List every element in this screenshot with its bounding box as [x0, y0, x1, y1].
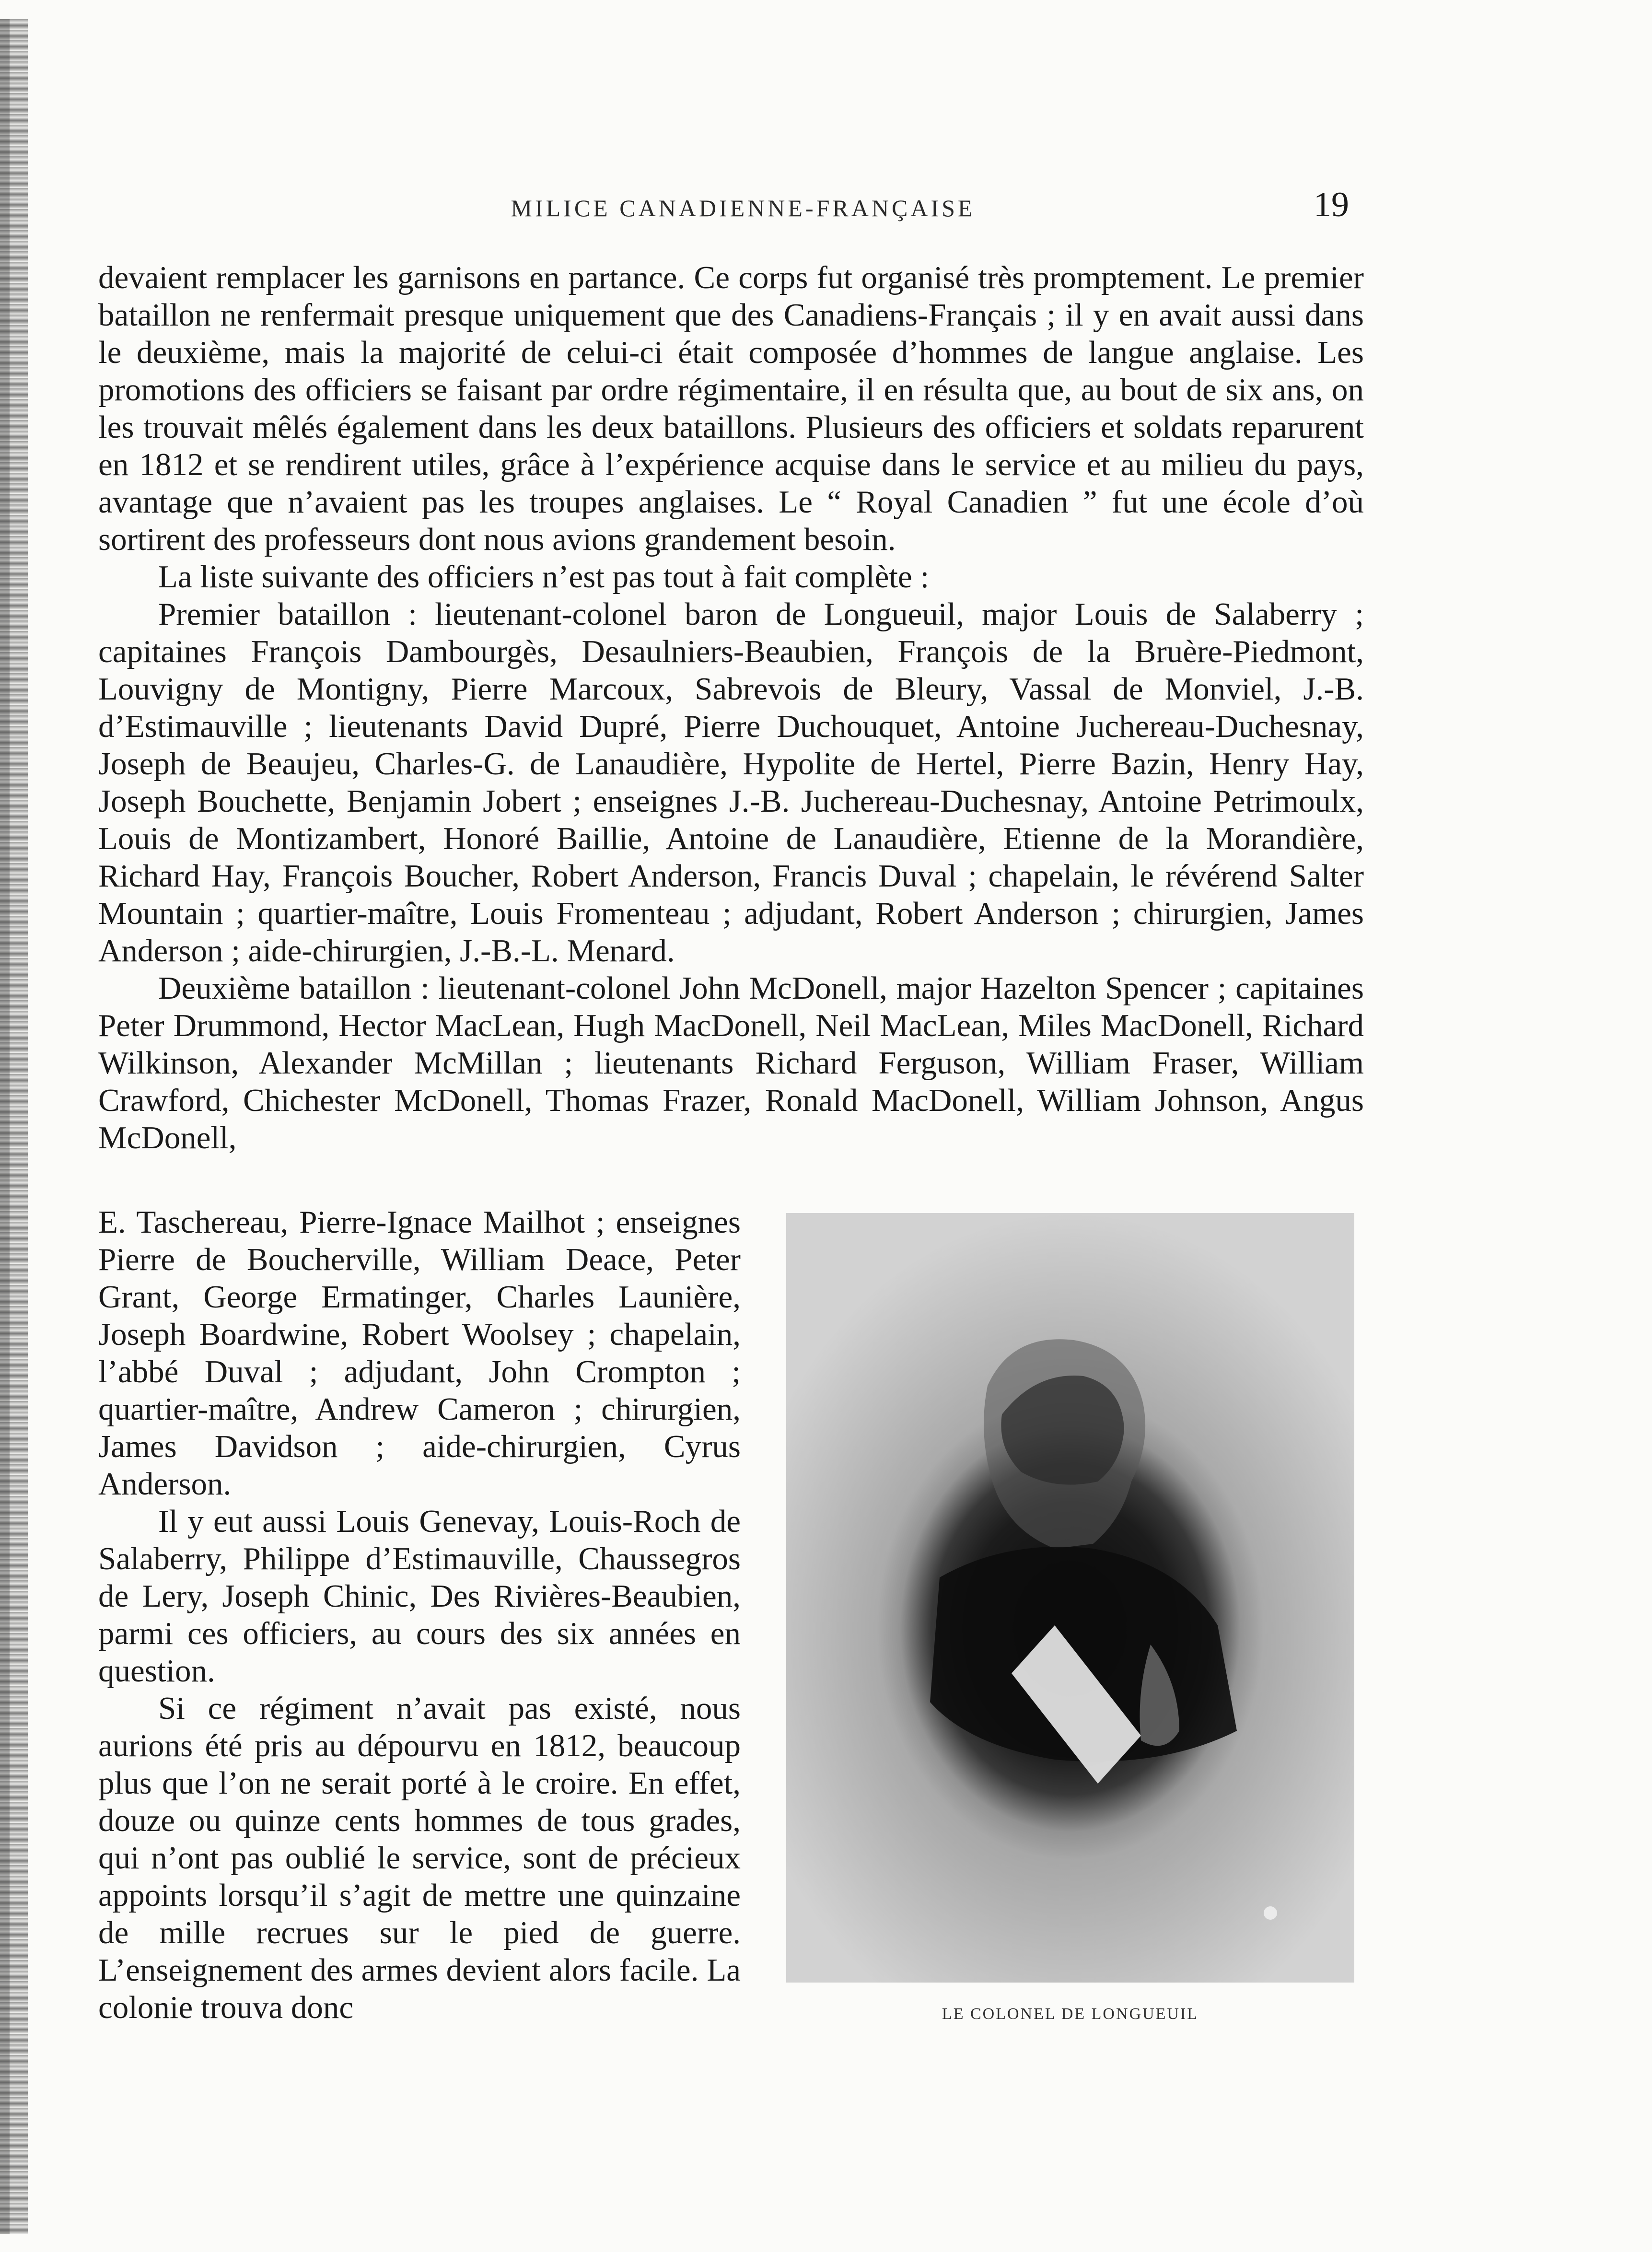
wrapped-text-column: [98, 1203, 741, 2026]
paragraph: E. Taschereau, Pierre-Ignace Mailhot ; enseignes Pierre de Boucherville, William Deace, Peter Grant, George Ermatinger, Charles Launière, Joseph Boardwine, Robert Woolsey ; chapelain, l’abbé Duval ; adjudant, John Crompton ; quartier-maître, Andrew Cameron ; chirurgien, James Davidson ; aide-chirurgien, Cyrus Anderson.: [98, 1204, 741, 1502]
paragraph: Premier bataillon : lieutenant-colonel baron de Longueuil, major Louis de Salaberry ; capitaines François Dambourgès, Desaulniers-Beaubien, François de la Bruère-Piedmont, Louvigny de Montigny, Pierre Marcoux, Sabrevois de Bleury, Vassal de Monviel, J.-B. d’Estimauville ; lieutenants David Dupré, Pierre Duchouquet, Antoine Juchereau-Duchesnay, Joseph de Beaujeu, Charles-G. de Lanaudière, Hypolite de Hertel, Pierre Bazin, Henry Hay, Joseph Bouchette, Benjamin Jobert ; enseignes J.-B. Juchereau-Duchesnay, Antoine Petrimoulx, Louis de Montizambert, Honoré Baillie, Antoine de Lanaudière, Etienne de la Morandière, Richard Hay, François Boucher, Robert Anderson, Francis Duval ; chapelain, le révérend Salter Mountain ; quartier-maître, Louis Fromenteau ; adjudant, Robert Anderson ; chirurgien, James Anderson ; aide-chirurgien, J.-B.-L. Menard.: [98, 596, 1364, 968]
paragraph: La liste suivante des officiers n’est pas tout à fait complète :: [158, 559, 930, 595]
scan-binding-edge: [0, 19, 28, 2234]
main-text-block: [98, 259, 1364, 1156]
paragraph: devaient remplacer les garnisons en partance. Ce corps fut organisé très promptement. Le premier bataillon ne renfermait presque uniquement que des Canadiens-Français ; il y en avait aussi dans le deuxième, mais la majorité de celui-ci était composée d’hommes de langue anglaise. Les promotions des officiers se faisant par ordre régimentaire, il en résulta que, au bout de six ans, on les trouvait mêlés également dans les deux bataillons. Plusieurs des officiers et soldats reparurent en 1812 et se rendirent utiles, grâce à l’expérience acquise dans le service et au milieu du pays, avantage que n’avaient pas les troupes anglaises. Le “ Royal Canadien ” fut une école d’où sortirent des professeurs dont nous avions grandement besoin.: [98, 260, 1364, 557]
figure-caption: LE COLONEL DE LONGUEUIL: [942, 2005, 1199, 2023]
page-number: 19: [1314, 185, 1349, 224]
paragraph: Si ce régiment n’avait pas existé, nous aurions été pris au dépourvu en 1812, beaucoup plus que l’on ne serait porté à le croire. En effet, douze ou quinze cents hommes de tous grades, qui n’ont pas oublié le service, sont de précieux appoints lorsqu’il s’agit de mettre une quinzaine de mille recrues sur le pied de guerre. L’enseignement des armes devient alors facile. La colonie trouva donc: [98, 1691, 741, 2025]
portrait-image: [786, 1213, 1354, 1983]
running-title: MILICE CANADIENNE-FRANÇAISE: [511, 195, 976, 222]
paragraph: Il y eut aussi Louis Genevay, Louis-Roch de Salaberry, Philippe d’Estimauville, Chaussegros de Lery, Joseph Chinic, Des Rivières-Beaubien, parmi ces officiers, au cours des six années en question.: [98, 1504, 741, 1689]
portrait-figure: [786, 1213, 1354, 1983]
paragraph: Deuxième bataillon : lieutenant-colonel John McDonell, major Hazelton Spencer ; capitaines Peter Drummond, Hector MacLean, Hugh MacDonell, Neil MacLean, Miles MacDonell, Richard Wilkinson, Alexander McMillan ; lieutenants Richard Ferguson, William Fraser, William Crawford, Chichester McDonell, Thomas Frazer, Ronald MacDonell, William Johnson, Angus McDonell,: [98, 970, 1364, 1155]
